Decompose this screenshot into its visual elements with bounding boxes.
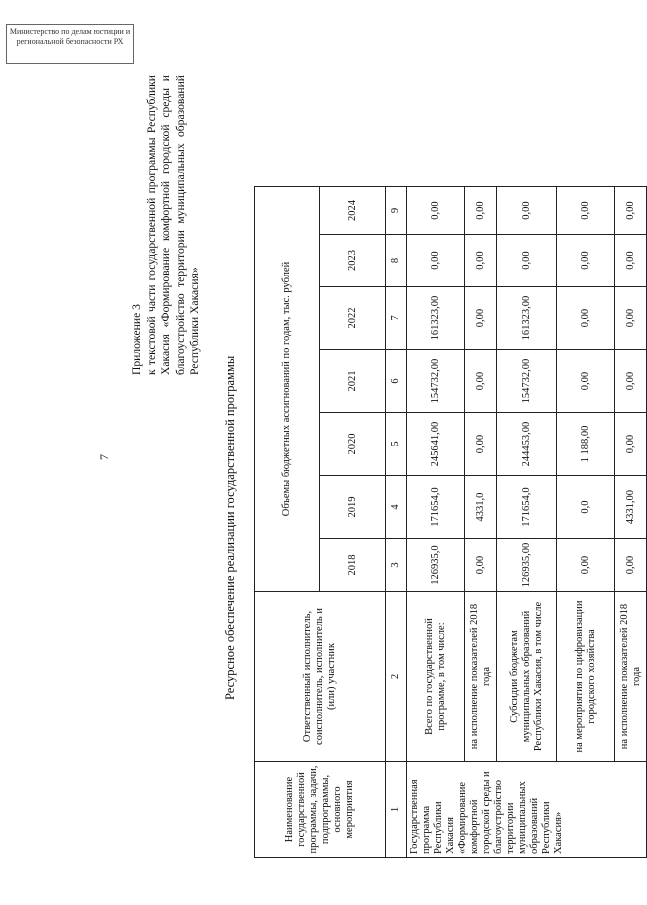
header-executor: Ответственный исполнитель, соисполнитель, исполнитель и (или) участник	[255, 592, 386, 762]
value-cell: 0,00	[557, 287, 615, 350]
row-label: Всего по государственной программе, в том числе:	[407, 592, 465, 762]
value-cell: 0,00	[557, 187, 615, 235]
header-year: 2022	[320, 287, 386, 350]
header-year: 2024	[320, 187, 386, 235]
value-cell: 0,00	[615, 187, 647, 235]
value-cell: 4331,0	[465, 476, 497, 539]
appendix-block	[130, 75, 203, 375]
index-cell: 7	[386, 287, 407, 350]
header-year: 2021	[320, 350, 386, 413]
registration-stamp: Министерство по делам юстиции и региональной безопасности РХ	[6, 24, 134, 64]
index-cell: 9	[386, 187, 407, 235]
value-cell: 0,0	[557, 476, 615, 539]
value-cell: 154732,00	[497, 350, 557, 413]
value-cell: 0,00	[465, 287, 497, 350]
value-cell: 0,00	[615, 539, 647, 592]
table-row	[497, 187, 557, 858]
row-label: на исполнение показателей 2018 года	[465, 592, 497, 762]
table-row	[557, 187, 615, 858]
value-cell: 0,00	[465, 350, 497, 413]
header-year: 2019	[320, 476, 386, 539]
header-funding: Объемы бюджетных ассигнований по годам, тыс. рублей	[255, 187, 320, 592]
program-name: Государственная программа Республики Хакасия «Формирование комфортной городской среды и благоустройство территории муниципальных образований Республики Хакасия»	[407, 762, 647, 858]
index-cell: 8	[386, 235, 407, 287]
header-year: 2023	[320, 235, 386, 287]
value-cell: 245641,00	[407, 413, 465, 476]
value-cell: 161323,00	[407, 287, 465, 350]
value-cell: 0,00	[615, 235, 647, 287]
table-row	[407, 187, 465, 858]
value-cell: 0,00	[407, 235, 465, 287]
resource-table	[254, 186, 647, 858]
value-cell: 4331,00	[615, 476, 647, 539]
value-cell: 171654,0	[407, 476, 465, 539]
index-cell: 2	[386, 592, 407, 762]
value-cell: 161323,00	[497, 287, 557, 350]
value-cell: 0,00	[615, 413, 647, 476]
value-cell: 0,00	[497, 235, 557, 287]
value-cell: 0,00	[465, 539, 497, 592]
index-cell: 1	[386, 762, 407, 858]
value-cell: 0,00	[557, 350, 615, 413]
header-year: 2020	[320, 413, 386, 476]
value-cell: 0,00	[497, 187, 557, 235]
page-title: Ресурсное обеспечение реализации государственной программы	[223, 355, 237, 700]
value-cell: 126935,0	[407, 539, 465, 592]
row-label: на мероприятия по цифровизации городского хозяйства	[557, 592, 615, 762]
value-cell: 0,00	[557, 235, 615, 287]
value-cell: 0,00	[557, 539, 615, 592]
appendix-description: к текстовой части государственной программы Республики Хакасия «Формирование комфортной городской среды и благоустройство территории муниципальных образований Республики Хакасия»	[144, 75, 201, 375]
table-row	[465, 187, 497, 858]
value-cell: 1 188,00	[557, 413, 615, 476]
index-cell: 4	[386, 476, 407, 539]
index-cell: 6	[386, 350, 407, 413]
value-cell: 0,00	[465, 235, 497, 287]
value-cell: 244453,00	[497, 413, 557, 476]
value-cell: 154732,00	[407, 350, 465, 413]
appendix-number: Приложение 3	[130, 304, 143, 375]
header-year: 2018	[320, 539, 386, 592]
value-cell: 0,00	[465, 187, 497, 235]
value-cell: 0,00	[465, 413, 497, 476]
table-row	[615, 187, 647, 858]
value-cell: 0,00	[615, 350, 647, 413]
value-cell: 126935,00	[497, 539, 557, 592]
row-label: на исполнение показателей 2018 года	[615, 592, 647, 762]
row-label: Субсидии бюджетам муниципальных образований Республики Хакасия, в том числе	[497, 592, 557, 762]
value-cell: 171654,0	[497, 476, 557, 539]
page-number: 7	[97, 454, 111, 460]
value-cell: 0,00	[615, 287, 647, 350]
header-name: Наименование государственной программы, задачи, подпрограммы, основного мероприятия	[255, 762, 386, 858]
index-cell: 5	[386, 413, 407, 476]
index-cell: 3	[386, 539, 407, 592]
value-cell: 0,00	[407, 187, 465, 235]
